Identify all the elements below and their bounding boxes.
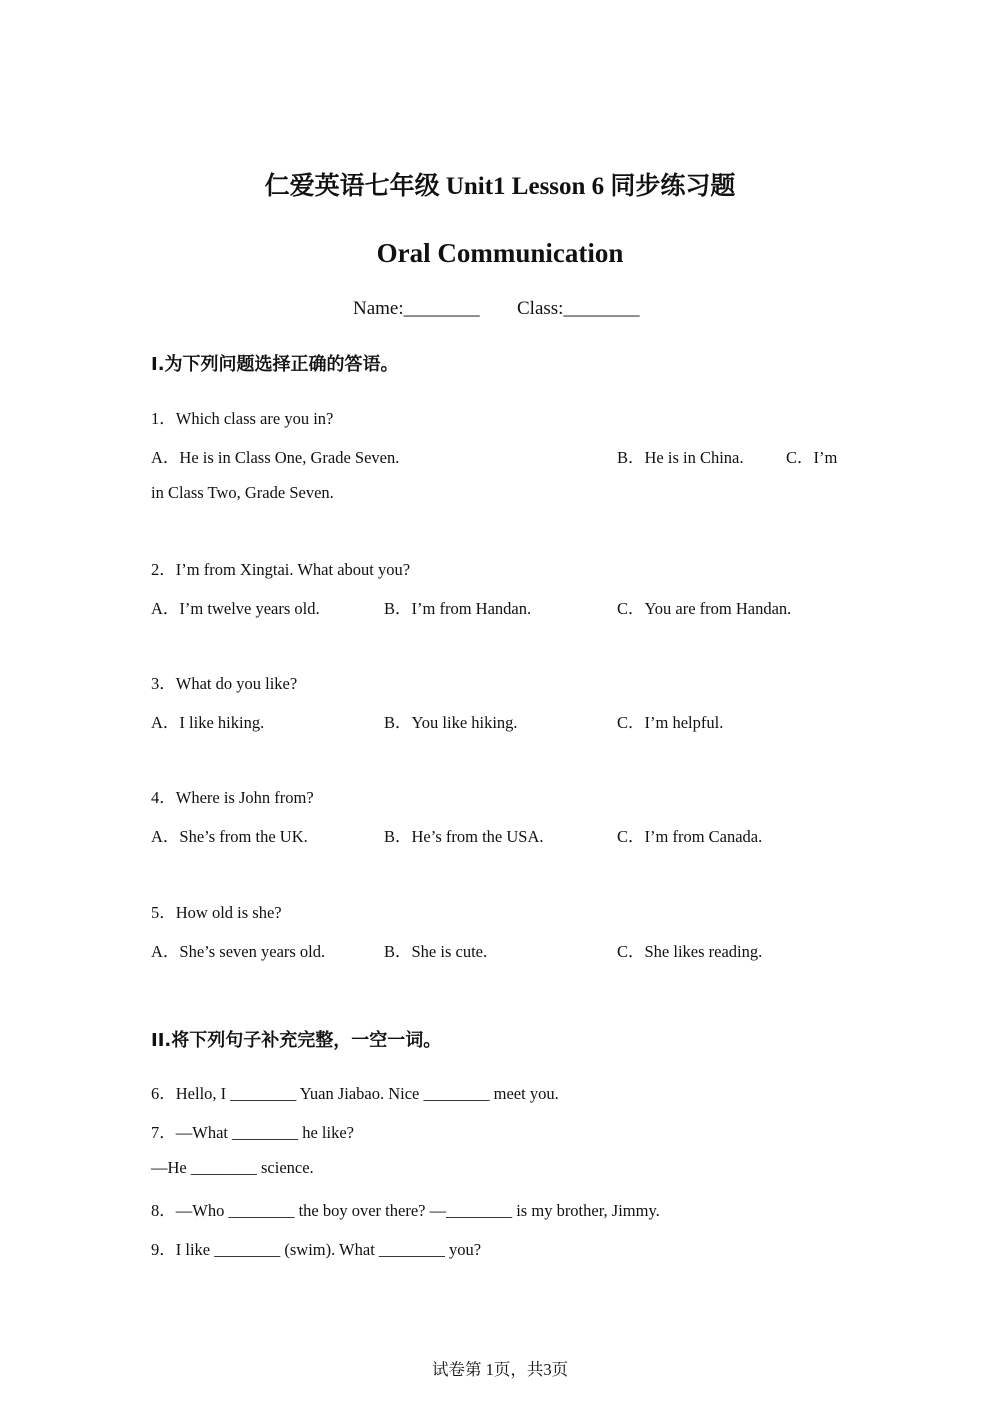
fill-line-8: 8．—Who ________ the boy over there? —________ is my brother, Jimmy. (151, 1201, 660, 1220)
question-1-option-c: C．I’m (786, 448, 838, 467)
fill-line-6: 6．Hello, I ________ Yuan Jiabao. Nice ________ meet you. (151, 1084, 559, 1103)
question-3-stem: 3．What do you like? (151, 674, 298, 693)
page-subtitle: Oral Communication (376, 238, 624, 268)
question-4-option-c: C．I’m from Canada. (617, 827, 763, 846)
class-field: Class:________ (517, 298, 640, 319)
name-field: Name:________ (353, 298, 480, 319)
question-5-stem: 5．How old is she? (151, 903, 282, 922)
question-2-option-a: A．I’m twelve years old. (151, 599, 320, 618)
question-1-stem: 1．Which class are you in? (151, 409, 334, 428)
question-1-option-a: A．He is in Class One, Grade Seven. (151, 448, 400, 467)
page-footer: 试卷第 1页，共3页 (431, 1360, 569, 1379)
section-1-heading: I.为下列问题选择正确的答语。 (151, 354, 399, 375)
page-title: 仁爱英语七年级 Unit1 Lesson 6 同步练习题 (264, 173, 736, 200)
fill-line-7-answer: —He ________ science. (151, 1158, 314, 1177)
question-2-stem: 2．I’m from Xingtai. What about you? (151, 560, 411, 579)
question-1-option-b: B．He is in China. (617, 448, 744, 467)
fill-line-7: 7．—What ________ he like? (151, 1123, 354, 1142)
question-4-stem: 4．Where is John from? (151, 788, 314, 807)
question-3-option-b: B．You like hiking. (384, 713, 518, 732)
question-1-option-c-continued: in Class Two, Grade Seven. (151, 483, 334, 502)
question-3-option-a: A．I like hiking. (151, 713, 265, 732)
section-2-heading: II.将下列句子补充完整，一空一词。 (151, 1030, 442, 1051)
question-5-option-b: B．She is cute. (384, 942, 488, 961)
fill-line-9: 9．I like ________ (swim). What ________ you? (151, 1240, 482, 1259)
question-5-option-c: C．She likes reading. (617, 942, 763, 961)
question-5-option-a: A．She’s seven years old. (151, 942, 326, 961)
question-4-option-b: B．He’s from the USA. (384, 827, 544, 846)
question-4-option-a: A．She’s from the UK. (151, 827, 308, 846)
question-3-option-c: C．I’m helpful. (617, 713, 724, 732)
question-2-option-c: C．You are from Handan. (617, 599, 792, 618)
question-2-option-b: B．I’m from Handan. (384, 599, 532, 618)
